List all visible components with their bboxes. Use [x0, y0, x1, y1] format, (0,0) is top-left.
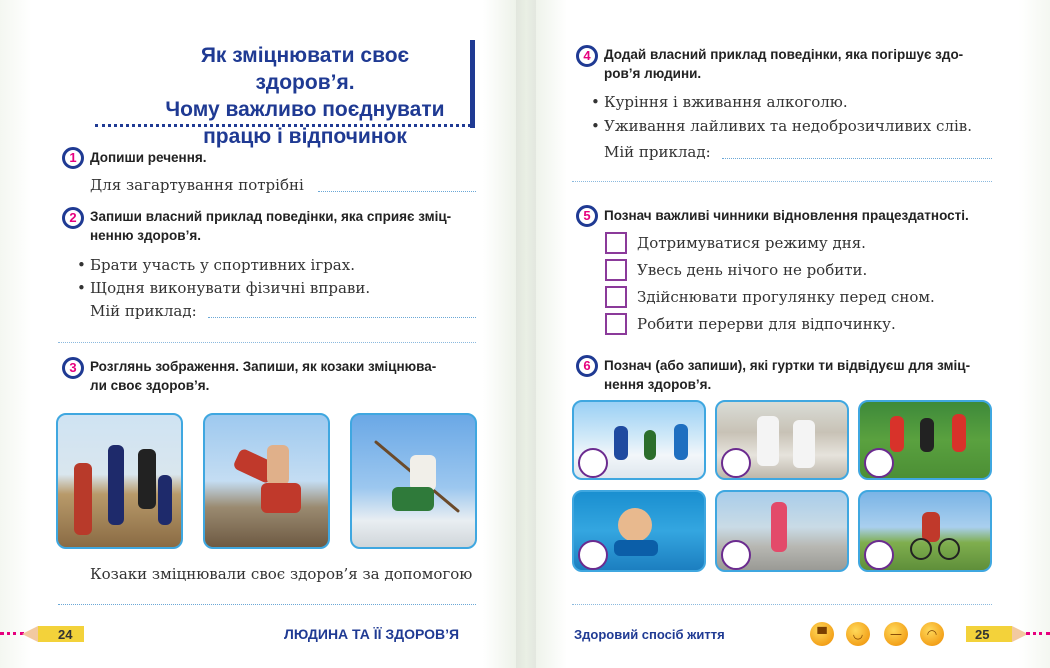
photo-skiing [572, 400, 706, 480]
page-number-pencil-left [22, 626, 84, 642]
page-title [150, 42, 460, 150]
task-2-bullet-2: • Щодня виконувати фізичні вправи. [90, 279, 370, 297]
page-number-right: 25 [975, 627, 990, 642]
task-5-option-2: Увесь день нічого не робити. [637, 261, 868, 279]
task-6-number: 6 [576, 355, 598, 377]
figure [267, 445, 289, 485]
title-line-3: працю і відпочинок [203, 125, 407, 148]
title-line-1: Як зміцнювати своє здоров’я. [200, 44, 410, 94]
task-3-number: 3 [62, 357, 84, 379]
separator-line [572, 604, 992, 605]
task-5-checkbox-2[interactable] [605, 259, 627, 281]
task-5-text: Познач важливі чинники відновлення працездатності. [604, 208, 969, 223]
smiley-laughing-icon: ▀ [810, 622, 834, 646]
answer-circle-2[interactable] [721, 448, 751, 478]
figure [938, 538, 960, 560]
task-1-answer-line[interactable] [318, 191, 476, 192]
title-accent-bar [470, 40, 475, 128]
footer-section-title: ЛЮДИНА ТА ЇЇ ЗДОРОВ’Я [284, 626, 460, 642]
figure [74, 463, 92, 535]
task-3-text-line-2: ли своє здоров’я. [90, 378, 210, 393]
figure [261, 483, 301, 513]
smiley-neutral-icon: — [884, 622, 908, 646]
photo-cossack-staff-jump [350, 413, 477, 549]
book-spine [516, 0, 536, 668]
separator-line [572, 181, 992, 182]
task-2-bullet-1: • Брати участь у спортивних іграх. [90, 256, 355, 274]
footer-dots-right [1026, 632, 1050, 635]
photo-cossacks-sparring [56, 413, 183, 549]
pencil-tip [22, 626, 38, 642]
figure [614, 426, 628, 460]
figure [644, 430, 656, 460]
task-2-text-line-2: ненню здоров’я. [90, 228, 201, 243]
task-4-text-line-2: ров’я людини. [604, 66, 702, 81]
photo-football [858, 400, 992, 480]
task-5-option-1: Дотримуватися режиму дня. [637, 234, 866, 252]
task-2-answer-line[interactable] [208, 317, 476, 318]
footer-dots-left [0, 632, 24, 635]
task-6-text-line-1: Познач (або запиши), які гуртки ти відвідуєш для змiц- [604, 358, 971, 373]
task-2-text-line-1: Запиши власний приклад поведінки, яка сприяє змiц- [90, 209, 452, 224]
figure [920, 418, 934, 452]
task-5-checkbox-1[interactable] [605, 232, 627, 254]
photo-cossack-high-kick [203, 413, 330, 549]
photo-cycling [858, 490, 992, 572]
task-1-number: 1 [62, 147, 84, 169]
figure [793, 420, 815, 468]
answer-circle-3[interactable] [864, 448, 894, 478]
figure [890, 416, 904, 452]
title-line-2: Чому важливо поєднувати [165, 98, 445, 121]
figure [410, 455, 436, 491]
task-4-bullet-2: • Уживання лайливих та недоброзичливих слів. [604, 117, 972, 135]
task-5-option-4: Робити перерви для відпочинку. [637, 315, 896, 333]
figure [771, 502, 787, 552]
task-4-example-label: Мій приклад: [604, 143, 711, 161]
task-3-text-line-1: Розглянь зображення. Запиши, як козаки зміцнюва- [90, 359, 437, 374]
task-3-line-label: Козаки зміцнювали своє здоров’я за допомогою [90, 565, 473, 583]
figure [108, 445, 124, 525]
task-4-bullet-1: • Куріння і вживання алкоголю. [604, 93, 848, 111]
task-5-checkbox-3[interactable] [605, 286, 627, 308]
task-1-text: Допиши речення. [90, 150, 207, 165]
title-dotted-underline [95, 124, 471, 127]
figure [757, 416, 779, 466]
photo-karate [715, 400, 849, 480]
figure [910, 538, 932, 560]
figure [138, 449, 156, 509]
task-3-answer-line[interactable] [58, 604, 476, 605]
photo-roller-skating [715, 490, 849, 572]
task-5-checkbox-4[interactable] [605, 313, 627, 335]
answer-circle-4[interactable] [578, 540, 608, 570]
figure [158, 475, 172, 525]
answer-circle-5[interactable] [721, 540, 751, 570]
answer-circle-6[interactable] [864, 540, 894, 570]
task-4-answer-line[interactable] [722, 158, 992, 159]
photo-swimming [572, 490, 706, 572]
task-4-text-line-1: Додай власний приклад поведінки, яка погіршує здо- [604, 47, 964, 62]
figure [392, 487, 434, 511]
page-number-left: 24 [58, 627, 73, 642]
figure [618, 508, 652, 542]
footer-section-subtitle: Здоровий спосіб життя [574, 627, 725, 642]
task-5-number: 5 [576, 205, 598, 227]
figure [952, 414, 966, 452]
task-2-example-label: Мій приклад: [90, 302, 197, 320]
figure [614, 540, 658, 556]
figure [674, 424, 688, 460]
separator-line [58, 342, 476, 343]
task-2-number: 2 [62, 207, 84, 229]
answer-circle-1[interactable] [578, 448, 608, 478]
task-4-number: 4 [576, 45, 598, 67]
task-1-line-label: Для загартування потрібні [90, 176, 304, 194]
smiley-sad-icon: ◠ [920, 622, 944, 646]
figure [922, 512, 940, 542]
task-6-text-line-2: нення здоров’я. [604, 377, 712, 392]
task-5-option-3: Здійснювати прогулянку перед сном. [637, 288, 935, 306]
smiley-happy-icon: ◡ [846, 622, 870, 646]
